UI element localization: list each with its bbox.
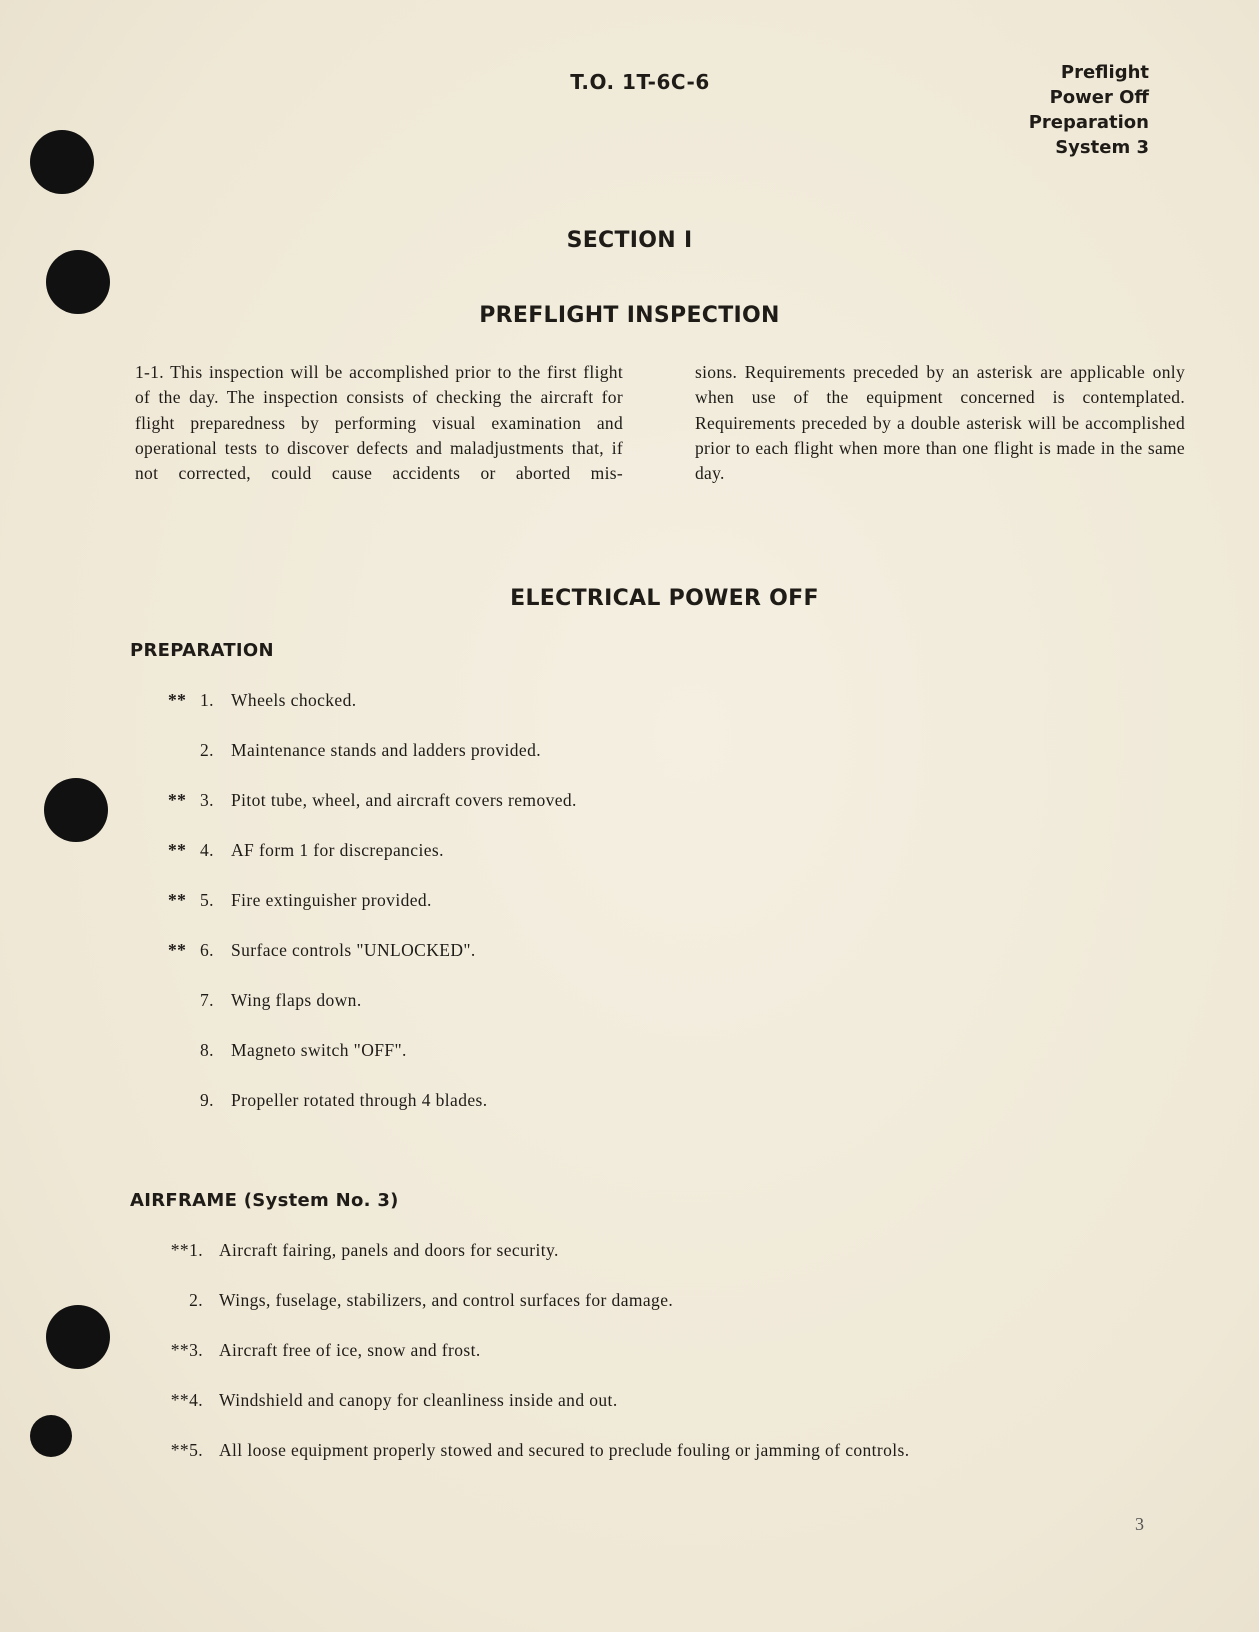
binder-hole [46, 1305, 110, 1369]
topic-line: System 3 [1055, 137, 1149, 158]
item-text: Aircraft free of ice, snow and frost. [219, 1340, 481, 1360]
preparation-heading: PREPARATION [130, 640, 274, 661]
page-number: 3 [1135, 1514, 1144, 1534]
item-number: 2. [200, 740, 214, 760]
airframe-heading: AIRFRAME (System No. 3) [130, 1190, 399, 1211]
item-number: 3. [200, 790, 214, 810]
requirement-marker: ** [168, 840, 187, 860]
item-text: Wheels chocked. [231, 690, 357, 710]
requirement-marker: ** [168, 690, 187, 710]
topic-line: Preparation [1028, 112, 1149, 133]
document-number: T.O. 1T-6C-6 [570, 70, 710, 94]
main-title: PREFLIGHT INSPECTION [479, 303, 780, 328]
item-text: Wing flaps down. [231, 990, 362, 1010]
item-text: Aircraft fairing, panels and doors for security. [219, 1240, 559, 1260]
binder-hole [44, 778, 108, 842]
intro-paragraph-left: 1-1. This inspection will be accomplished prior to the first flight of the day. The inspection consists of checking the aircraft for flight preparedness by performing visual examination and operational tests to discover defects and maladjustments that, if not corrected, could cause accidents or aborted mis- [135, 362, 623, 484]
section-title: SECTION I [566, 228, 693, 253]
item-text: Surface controls "UNLOCKED". [231, 940, 476, 960]
power-off-title: ELECTRICAL POWER OFF [510, 586, 819, 611]
requirement-marker: ** [168, 890, 187, 910]
item-number: **4. [170, 1390, 203, 1410]
item-number: 9. [200, 1090, 214, 1110]
requirement-marker: ** [168, 790, 187, 810]
item-number: **5. [170, 1440, 203, 1460]
requirement-marker: ** [168, 940, 187, 960]
item-number: 7. [200, 990, 214, 1010]
item-text: Windshield and canopy for cleanliness inside and out. [219, 1390, 618, 1410]
binder-hole [30, 1415, 72, 1457]
item-text: Maintenance stands and ladders provided. [231, 740, 542, 760]
item-number: 6. [200, 940, 214, 960]
item-text: Magneto switch "OFF". [231, 1040, 407, 1060]
item-number: 8. [200, 1040, 214, 1060]
item-number: **1. [170, 1240, 203, 1260]
item-number: **3. [170, 1340, 203, 1360]
item-text: Pitot tube, wheel, and aircraft covers removed. [231, 790, 577, 810]
item-number: 4. [200, 840, 214, 860]
item-text: All loose equipment properly stowed and secured to preclude fouling or jamming of controls. [219, 1440, 910, 1460]
item-text: Propeller rotated through 4 blades. [231, 1090, 488, 1110]
topic-line: Preflight [1060, 62, 1149, 83]
page-topic-index [1029, 60, 1149, 160]
item-text: AF form 1 for discrepancies. [231, 840, 444, 860]
item-number: 1. [200, 690, 214, 710]
item-number: 5. [200, 890, 214, 910]
item-text: Fire extinguisher provided. [231, 890, 432, 910]
item-number: 2. [189, 1290, 203, 1310]
topic-line: Power Off [1049, 87, 1149, 108]
binder-hole [30, 130, 94, 194]
item-text: Wings, fuselage, stabilizers, and control surfaces for damage. [219, 1290, 674, 1310]
intro-paragraph-right: sions. Requirements preceded by an asterisk are applicable only when use of the equipment concerned is contemplated. Requirements preceded by a double asterisk will be accomplished prior to each flight when more than one flight is made in the same day. [695, 362, 1185, 484]
